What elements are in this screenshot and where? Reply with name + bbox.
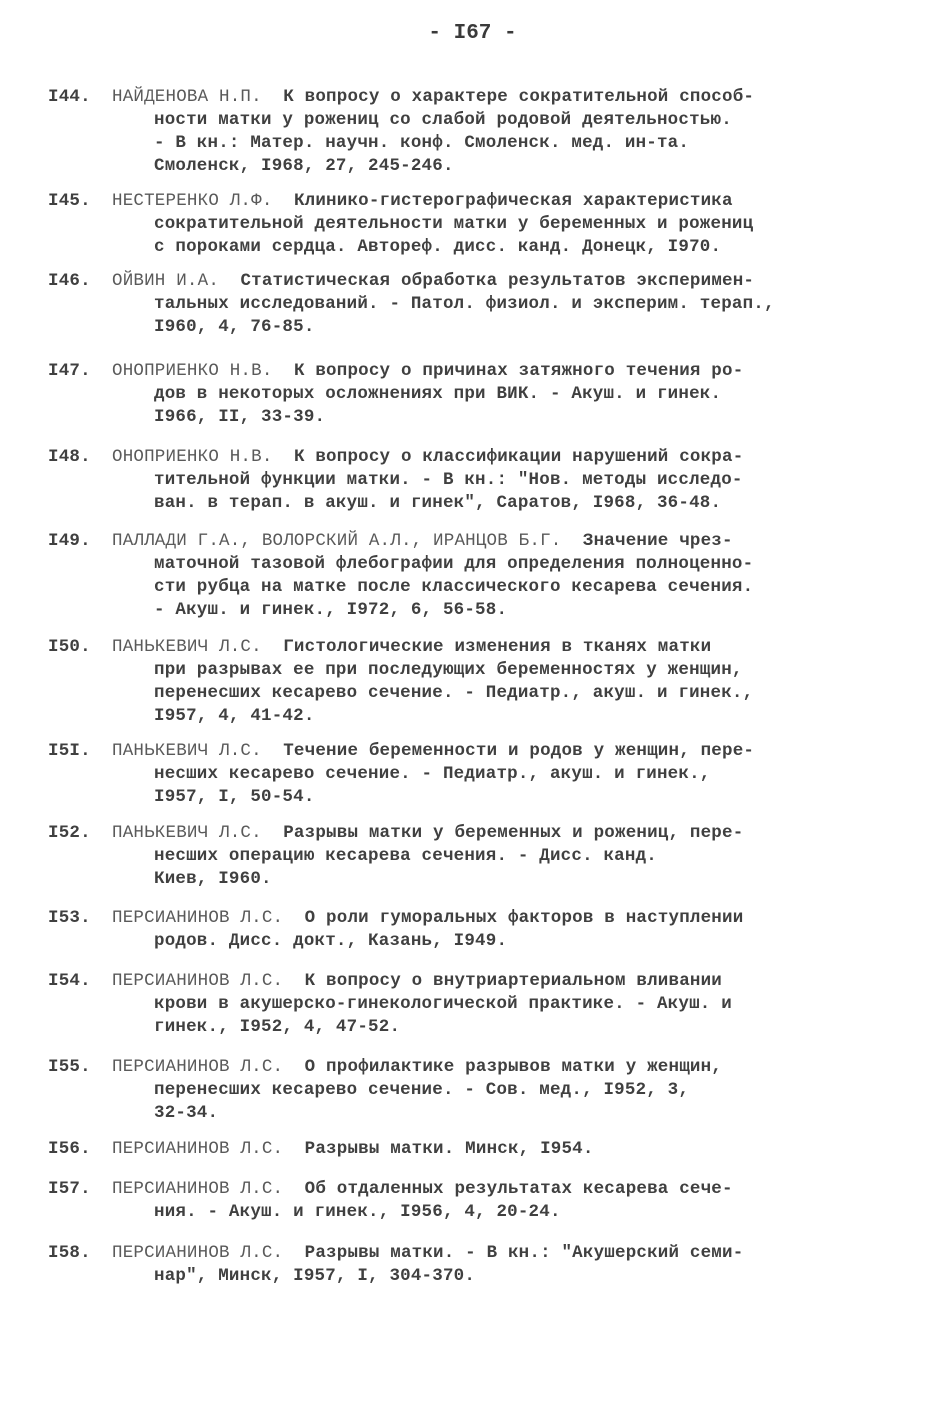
entry-number: I54.: [48, 971, 91, 991]
entry-continuation-line: нар", Минск, I957, I, 304-370.: [154, 1266, 476, 1286]
entry-author: НЕСТЕРЕНКО Л.Ф.: [112, 191, 273, 211]
entry-continuation-line: - Акуш. и гинек., I972, 6, 56-58.: [154, 600, 508, 620]
bibliography-entry: [48, 446, 898, 515]
bibliography-entry: [48, 1178, 898, 1224]
entry-title-line: Статистическая обработка результатов эксперимен-: [240, 271, 755, 291]
entry-continuation-line: ван. в терап. в акуш. и гинек", Саратов, I968, 36-48.: [154, 493, 722, 513]
entry-continuation-line: гинек., I952, 4, 47-52.: [154, 1017, 401, 1037]
entry-first-line: [112, 1242, 898, 1265]
bibliography-entry: [48, 970, 898, 1039]
entry-title-line: О профилактике разрывов матки у женщин,: [304, 1057, 723, 1077]
entry-title-line: Об отдаленных результатах кесарева сече-: [304, 1179, 733, 1199]
entry-author: ПЕРСИАНИНОВ Л.С.: [112, 908, 284, 928]
entry-number: I44.: [48, 87, 91, 107]
entry-continuation-line: сократительной деятельности матки у беременных и рожениц: [154, 214, 754, 234]
bibliography-entry: [48, 190, 898, 259]
entry-continuation-line: ния. - Акуш. и гинек., I956, 4, 20-24.: [154, 1202, 561, 1222]
entry-first-line: [112, 1178, 898, 1201]
entry-continuation-line: перенесших кесарево сечение. - Педиатр., акуш. и гинек.,: [154, 683, 754, 703]
entry-continuation-line: несших операцию кесарева сечения. - Дисс. канд.: [154, 846, 657, 866]
entry-continuation-line: Киев, I960.: [154, 869, 272, 889]
entry-author: ПЕРСИАНИНОВ Л.С.: [112, 971, 284, 991]
entry-author: ПАНЬКЕВИЧ Л.С.: [112, 637, 262, 657]
entry-continuation-line: ности матки у рожениц со слабой родовой деятельностью.: [154, 110, 732, 130]
entry-author: ПЕРСИАНИНОВ Л.С.: [112, 1057, 284, 1077]
entry-first-line: [112, 636, 898, 659]
entry-title-line: Гистологические изменения в тканях матки: [283, 637, 712, 657]
entry-first-line: [112, 86, 898, 109]
entry-continuation-line: 32-34.: [154, 1103, 219, 1123]
entry-number: I56.: [48, 1139, 91, 1159]
entry-title-line: Разрывы матки. Минск, I954.: [304, 1139, 594, 1159]
entry-continuation-line: I960, 4, 76-85.: [154, 317, 315, 337]
entry-first-line: [112, 1056, 898, 1079]
entry-number: I45.: [48, 191, 91, 211]
entry-title-line: Клинико-гистерографическая характеристика: [293, 191, 733, 211]
page-number: - I67 -: [428, 22, 517, 45]
entry-author: ПЕРСИАНИНОВ Л.С.: [112, 1179, 284, 1199]
bibliography-entry: [48, 270, 898, 339]
entry-title-line: О роли гуморальных факторов в наступлении: [304, 908, 744, 928]
entry-continuation-line: Смоленск, I968, 27, 245-246.: [154, 156, 454, 176]
entry-first-line: [112, 530, 898, 553]
entry-author: ОНОПРИЕНКО Н.В.: [112, 447, 273, 467]
entry-number: I47.: [48, 361, 91, 381]
entry-number: I52.: [48, 823, 91, 843]
entry-continuation-line: I966, II, 33-39.: [154, 407, 326, 427]
entry-number: I48.: [48, 447, 91, 467]
entry-continuation-line: крови в акушерско-гинекологической практике. - Акуш. и: [154, 994, 732, 1014]
entry-author: ПАЛЛАДИ Г.А., ВОЛОРСКИЙ А.Л., ИРАНЦОВ Б.Г.: [112, 531, 562, 551]
entry-author: ПЕРСИАНИНОВ Л.С.: [112, 1139, 284, 1159]
entry-number: I49.: [48, 531, 91, 551]
entry-number: I46.: [48, 271, 91, 291]
entry-continuation-line: I957, I, 50-54.: [154, 787, 315, 807]
entry-first-line: [112, 822, 898, 845]
entry-number: I58.: [48, 1243, 91, 1263]
entry-title-line: Течение беременности и родов у женщин, пере-: [283, 741, 755, 761]
entry-number: I50.: [48, 637, 91, 657]
entry-continuation-line: родов. Дисс. докт., Казань, I949.: [154, 931, 508, 951]
entry-first-line: [112, 190, 898, 213]
entry-first-line: [112, 907, 898, 930]
entry-first-line: [112, 740, 898, 763]
entry-author: ПАНЬКЕВИЧ Л.С.: [112, 823, 262, 843]
entry-number: I57.: [48, 1179, 91, 1199]
bibliography-entry: [48, 530, 898, 622]
bibliography-entry: [48, 1056, 898, 1125]
entry-title-line: К вопросу о характере сократительной способ-: [283, 87, 755, 107]
entry-title-line: Разрывы матки. - В кн.: "Акушерский семи-: [304, 1243, 744, 1263]
bibliography-entry: [48, 86, 898, 178]
entry-continuation-line: при разрывах ее при последующих беременностях у женщин,: [154, 660, 743, 680]
entry-author: ПЕРСИАНИНОВ Л.С.: [112, 1243, 284, 1263]
entry-first-line: [112, 970, 898, 993]
entry-title-line: К вопросу о классификации нарушений сокра-: [293, 447, 744, 467]
entry-title-line: К вопросу о внутриартериальном вливании: [304, 971, 723, 991]
bibliography-entry: [48, 360, 898, 429]
entry-continuation-line: тительной функции матки. - В кн.: "Нов. методы исследо-: [154, 470, 743, 490]
entry-continuation-line: маточной тазовой флебографии для определения полноценно-: [154, 554, 754, 574]
entry-continuation-line: перенесших кесарево сечение. - Сов. мед., I952, 3,: [154, 1080, 690, 1100]
entry-number: I53.: [48, 908, 91, 928]
entry-number: I55.: [48, 1057, 91, 1077]
entry-first-line: [112, 446, 898, 469]
entry-continuation-line: I957, 4, 41-42.: [154, 706, 315, 726]
entry-title-line: К вопросу о причинах затяжного течения ро-: [293, 361, 744, 381]
entry-continuation-line: тальных исследований. - Патол. физиол. и эксперим. терап.,: [154, 294, 775, 314]
entry-continuation-line: дов в некоторых осложнениях при ВИК. - Акуш. и гинек.: [154, 384, 722, 404]
entry-continuation-line: несших кесарево сечение. - Педиатр., акуш. и гинек.,: [154, 764, 711, 784]
bibliography-entry: [48, 907, 898, 953]
entry-author: ОНОПРИЕНКО Н.В.: [112, 361, 273, 381]
entry-continuation-line: - В кн.: Матер. научн. конф. Смоленск. мед. ин-та.: [154, 133, 690, 153]
entry-author: НАЙДЕНОВА Н.П.: [112, 87, 262, 107]
bibliography-entry: [48, 636, 898, 728]
entry-continuation-line: сти рубца на матке после классического кесарева сечения.: [154, 577, 754, 597]
entry-title-line: Значение чрез-: [582, 531, 733, 551]
entry-author: ПАНЬКЕВИЧ Л.С.: [112, 741, 262, 761]
entry-first-line: [112, 270, 898, 293]
entry-first-line: [112, 360, 898, 383]
bibliography-entry: [48, 1242, 898, 1288]
entry-number: I5I.: [48, 741, 91, 761]
entry-first-line: [112, 1138, 898, 1161]
entry-title-line: Разрывы матки у беременных и рожениц, пере-: [283, 823, 744, 843]
bibliography-entry: [48, 740, 898, 809]
bibliography-entry: [48, 822, 898, 891]
entry-author: ОЙВИН И.А.: [112, 271, 220, 291]
entry-continuation-line: с пороками сердца. Автореф. дисс. канд. Донецк, I970.: [154, 237, 722, 257]
bibliography-entry: [48, 1138, 898, 1161]
